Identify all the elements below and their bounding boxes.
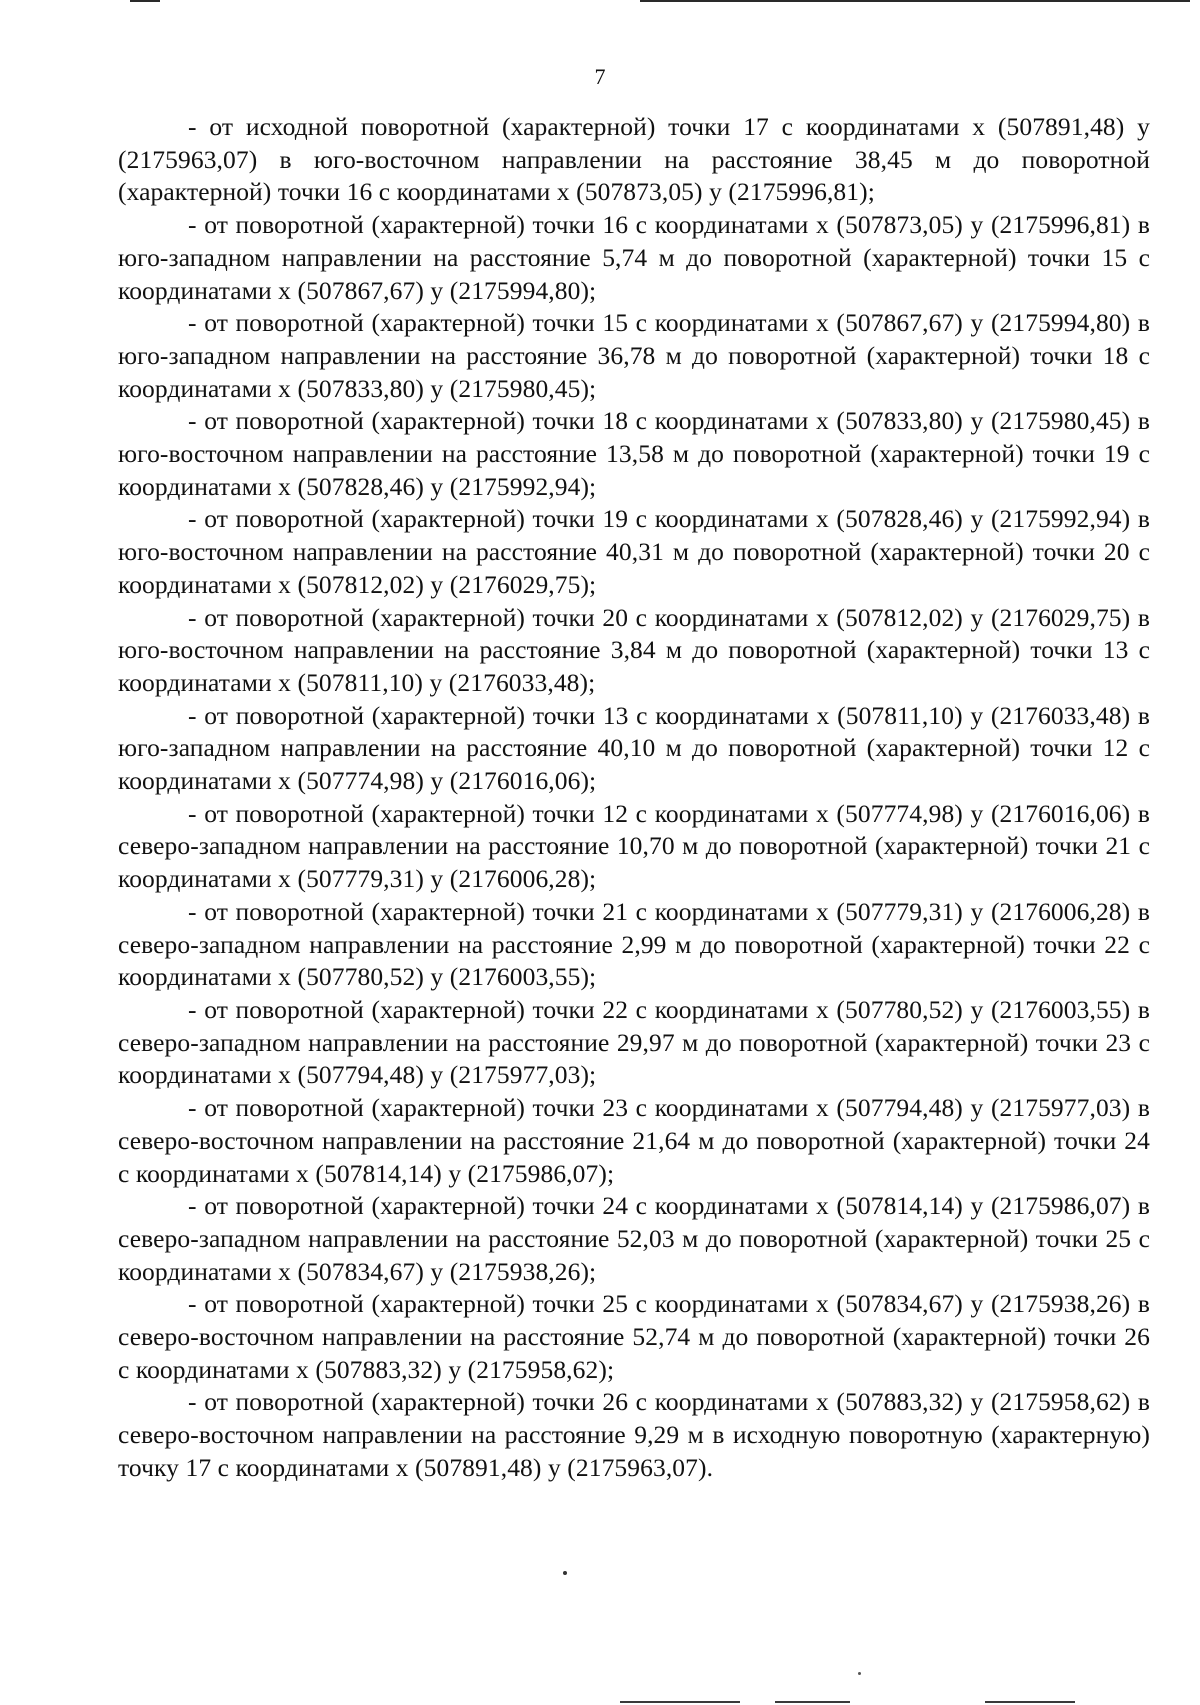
- paragraph-segment-25-26: - от поворотной (характерной) точки 25 с координатами x (507834,67) y (2175938,26) в северо-восточном направлении на расстояние 52,74 м до поворотной (характерной) точки 26 с координатами x (507883,32) y (2175958,62);: [118, 1289, 1150, 1384]
- scan-edge-gap: [160, 0, 640, 2]
- paragraph-segment-23-24: - от поворотной (характерной) точки 23 с координатами x (507794,48) y (2175977,03) в северо-восточном направлении на расстояние 21,64 м до поворотной (характерной) точки 24 с координатами x (507814,14) y (2175986,07);: [118, 1093, 1150, 1188]
- page-number: 7: [594, 64, 606, 89]
- paragraph-segment-15-18: - от поворотной (характерной) точки 15 с координатами x (507867,67) y (2175994,80) в юго-западном направлении на расстояние 36,78 м до поворотной (характерной) точки 18 с координатами x (507833,80) y (2175980,45);: [118, 308, 1150, 403]
- paragraph-segment-24-25: - от поворотной (характерной) точки 24 с координатами x (507814,14) y (2175986,07) в северо-западном направлении на расстояние 52,03 м до поворотной (характерной) точки 25 с координатами x (507834,67) y (2175938,26);: [118, 1191, 1150, 1286]
- scan-speck-small: [858, 1672, 861, 1675]
- paragraph-segment-19-20: - от поворотной (характерной) точки 19 с координатами x (507828,46) y (2175992,94) в юго-восточном направлении на расстояние 40,31 м до поворотной (характерной) точки 20 с координатами x (507812,02) y (2176029,75);: [118, 504, 1150, 599]
- scan-speck: [563, 1571, 567, 1575]
- scan-edge-bottom: [620, 1701, 740, 1703]
- paragraph-segment-20-13: - от поворотной (характерной) точки 20 с координатами x (507812,02) y (2176029,75) в юго-восточном направлении на расстояние 3,84 м до поворотной (характерной) точки 13 с координатами x (507811,10) y (2176033,48);: [118, 602, 1150, 697]
- scan-edge-bottom: [775, 1701, 850, 1703]
- paragraph-segment-18-19: - от поворотной (характерной) точки 18 с координатами x (507833,80) y (2175980,45) в юго-восточном направлении на расстояние 13,58 м до поворотной (характерной) точки 19 с координатами x (507828,46) y (2175992,94);: [118, 406, 1150, 501]
- scan-edge-bottom: [985, 1701, 1075, 1703]
- paragraph-segment-26-17: - от поворотной (характерной) точки 26 с координатами x (507883,32) y (2175958,62) в северо-восточном направлении на расстояние 9,29 м в исходную поворотную (характерную) точку 17 с координатами x (507891,48) y (2175963,07).: [118, 1387, 1150, 1482]
- paragraph-segment-12-21: - от поворотной (характерной) точки 12 с координатами x (507774,98) y (2176016,06) в северо-западном направлении на расстояние 10,70 м до поворотной (характерной) точки 21 с координатами x (507779,31) y (2176006,28);: [118, 798, 1150, 894]
- paragraph-segment-22-23: - от поворотной (характерной) точки 22 с координатами x (507780,52) y (2176003,55) в северо-западном направлении на расстояние 29,97 м до поворотной (характерной) точки 23 с координатами x (507794,48) y (2175977,03);: [118, 994, 1150, 1090]
- paragraph-segment-17-16: - от исходной поворотной (характерной) точки 17 с координатами x (507891,48) y (2175963,07) в юго-восточном направлении на расстояние 38,45 м до поворотной (характерной) точки 16 с координатами x (507873,05) y (2175996,81);: [118, 112, 1150, 207]
- boundary-description: [118, 111, 1150, 1485]
- paragraph-segment-16-15: - от поворотной (характерной) точки 16 с координатами x (507873,05) y (2175996,81) в юго-западном направлении на расстояние 5,74 м до поворотной (характерной) точки 15 с координатами x (507867,67) y (2175994,80);: [118, 210, 1150, 305]
- paragraph-segment-13-12: - от поворотной (характерной) точки 13 с координатами x (507811,10) y (2176033,48) в юго-западном направлении на расстояние 40,10 м до поворотной (характерной) точки 12 с координатами x (507774,98) y (2176016,06);: [118, 700, 1150, 796]
- paragraph-segment-21-22: - от поворотной (характерной) точки 21 с координатами x (507779,31) y (2176006,28) в северо-западном направлении на расстояние 2,99 м до поворотной (характерной) точки 22 с координатами x (507780,52) y (2176003,55);: [118, 896, 1150, 992]
